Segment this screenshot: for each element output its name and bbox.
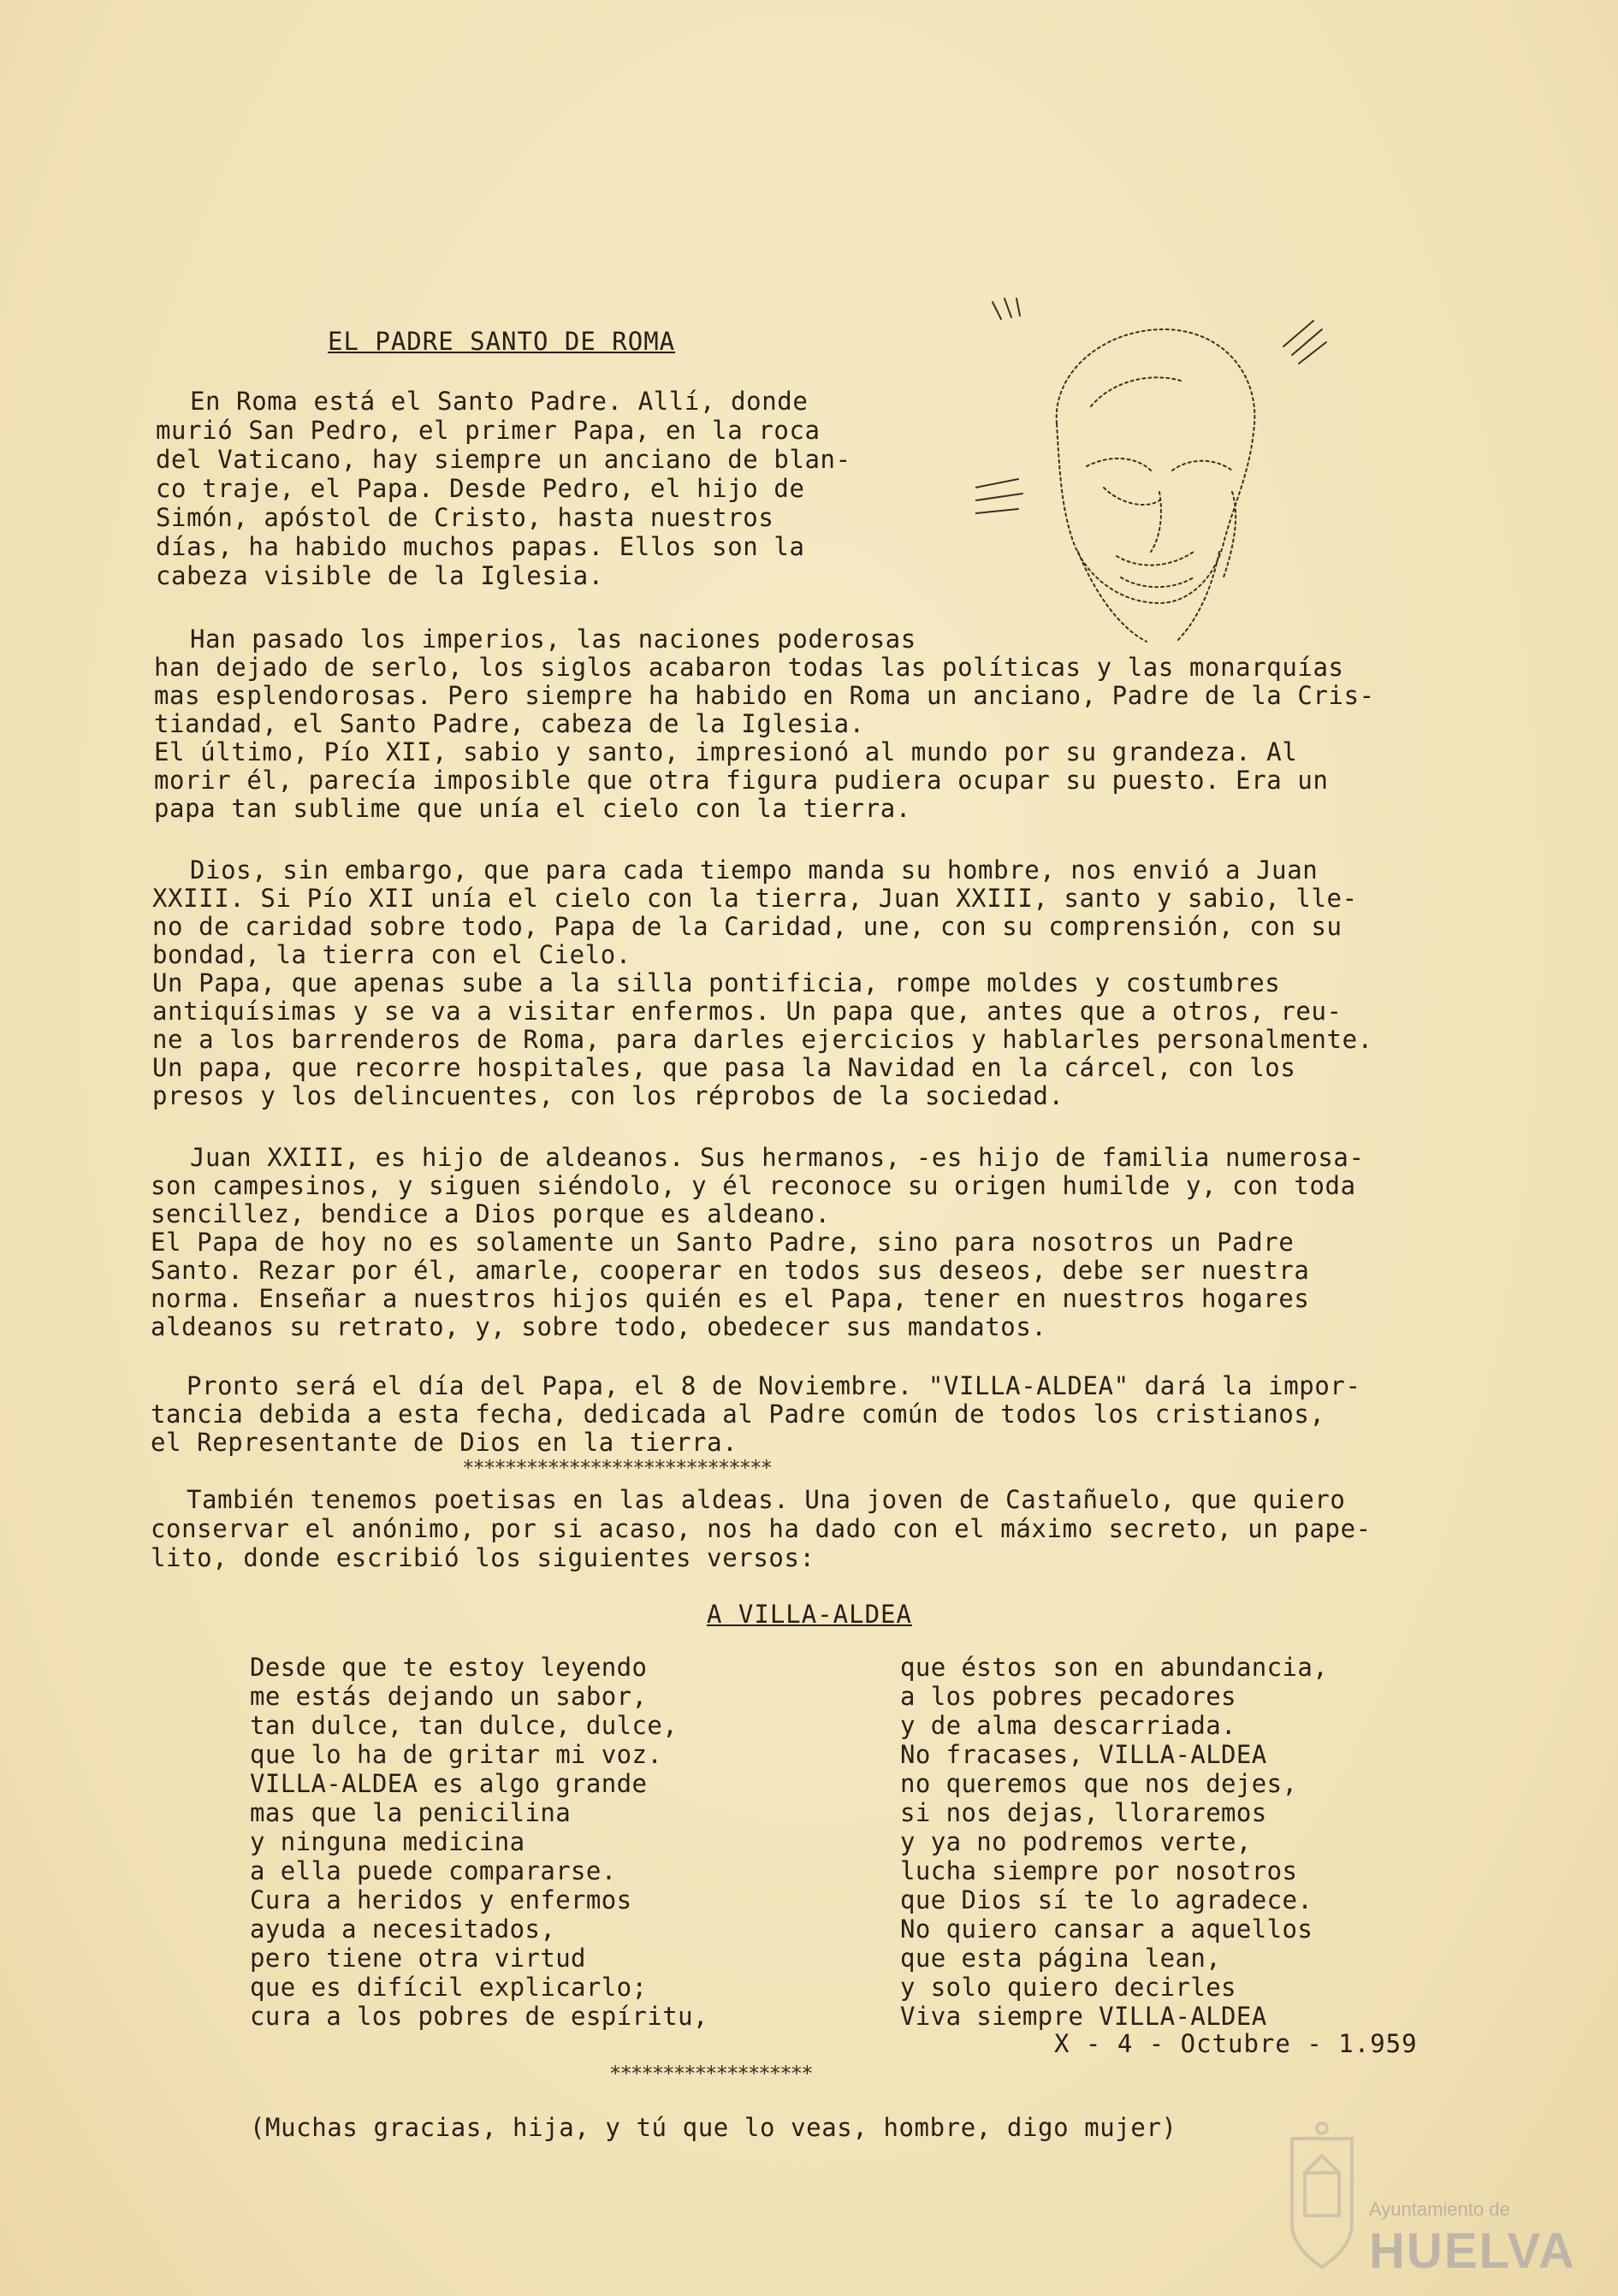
p3-line-3: no de caridad sobre todo, Papa de la Caridad, une, con su comprensión, con su bbox=[152, 912, 1342, 941]
poem-left-7: y ninguna medicina bbox=[250, 1827, 525, 1856]
poem-right-8: lucha siempre por nosotros bbox=[900, 1856, 1298, 1885]
p1-line-2: murió San Pedro, el primer Papa, en la roca bbox=[156, 416, 821, 445]
footer-note: (Muchas gracias, hija, y tú que lo veas, hombre, digo mujer) bbox=[250, 2113, 1177, 2142]
p4-line-4: El Papa de hoy no es solamente un Santo Padre, sino para nosotros un Padre bbox=[151, 1228, 1295, 1257]
p3-line-7: ne a los barrenderos de Roma, para darles ejercicios y hablarles personalmente. bbox=[152, 1025, 1373, 1054]
p2-line-5: El último, Pío XII, sabio y santo, impresionó al mundo por su grandeza. Al bbox=[154, 737, 1298, 766]
poem-left-13: cura a los pobres de espíritu, bbox=[250, 2002, 708, 2031]
p4-line-3: sencillez, bendice a Dios porque es aldeano. bbox=[151, 1199, 831, 1228]
p1-line-7: cabeza visible de la Iglesia. bbox=[156, 561, 604, 590]
separator-top: ***************************** bbox=[462, 1456, 772, 1480]
poem-left-12: que es difícil explicarlo; bbox=[250, 1973, 648, 2002]
poem-left-8: a ella puede compararse. bbox=[250, 1856, 617, 1885]
p5-line-1: Pronto será el día del Papa, el 8 de Noviembre. "VILLA-ALDEA" dará la impor- bbox=[187, 1371, 1361, 1400]
p1-line-1: En Roma está el Santo Padre. Allí, donde bbox=[190, 387, 809, 416]
separator-bottom: ******************* bbox=[609, 2062, 812, 2086]
p2-line-2: han dejado de serlo, los siglos acabaron todas las políticas y las monarquías bbox=[154, 653, 1344, 682]
watermark-subtitle: Ayuntamiento de bbox=[1369, 2198, 1510, 2220]
p4-line-2: son campesinos, y siguen siéndolo, y él reconoce su origen humilde y, con toda bbox=[151, 1171, 1356, 1200]
poem-left-3: tan dulce, tan dulce, dulce, bbox=[250, 1711, 679, 1740]
intro-line-1: También tenemos poetisas en las aldeas. Una joven de Castañuelo, que quiero bbox=[187, 1485, 1346, 1514]
p3-line-1: Dios, sin embargo, que para cada tiempo manda su hombre, nos envió a Juan bbox=[190, 855, 1319, 885]
p4-line-1: Juan XXIII, es hijo de aldeanos. Sus hermanos, -es hijo de familia numerosa- bbox=[190, 1143, 1365, 1172]
poem-right-3: y de alma descarriada. bbox=[900, 1711, 1236, 1740]
poem-right-4: No fracases, VILLA-ALDEA bbox=[900, 1740, 1267, 1769]
poem-right-7: y ya no podremos verte, bbox=[900, 1827, 1252, 1856]
poem-right-6: si nos dejas, lloraremos bbox=[900, 1798, 1267, 1827]
poem-left-1: Desde que te estoy leyendo bbox=[250, 1653, 648, 1682]
p4-line-6: norma. Enseñar a nuestros hijos quién es el Papa, tener en nuestros hogares bbox=[151, 1284, 1310, 1313]
intro-line-3: lito, donde escribió los siguientes versos: bbox=[151, 1543, 815, 1572]
intro-line-2: conservar el anónimo, por si acaso, nos ha dado con el máximo secreto, un pape- bbox=[151, 1514, 1372, 1543]
p2-line-6: morir él, parecía imposible que otra figura pudiera ocupar su puesto. Era un bbox=[154, 766, 1329, 795]
p1-line-3: del Vaticano, hay siempre un anciano de blan- bbox=[156, 445, 851, 474]
poem-left-2: me estás dejando un sabor, bbox=[250, 1682, 648, 1711]
article-title: EL PADRE SANTO DE ROMA bbox=[328, 327, 676, 356]
poem-right-1: que éstos son en abundancia, bbox=[900, 1653, 1329, 1682]
p3-line-2: XXIII. Si Pío XII unía el cielo con la tierra, Juan XXIII, santo y sabio, lle- bbox=[152, 884, 1358, 913]
p2-line-1: Han pasado los imperios, las naciones poderosas bbox=[190, 624, 916, 654]
p2-line-3: mas esplendorosas. Pero siempre ha habido en Roma un anciano, Padre de la Cris- bbox=[154, 681, 1375, 710]
poem-left-6: mas que la penicilina bbox=[250, 1798, 572, 1827]
p4-line-5: Santo. Rezar por él, amarle, cooperar en todos sus deseos, debe ser nuestra bbox=[151, 1256, 1310, 1285]
pope-sketch-drawing bbox=[975, 295, 1335, 654]
poem-left-10: ayuda a necesitados, bbox=[250, 1914, 556, 1944]
poem-right-10: No quiero cansar a aquellos bbox=[900, 1914, 1313, 1944]
poem-left-4: que lo ha de gritar mi voz. bbox=[250, 1740, 663, 1769]
p4-line-7: aldeanos su retrato, y, sobre todo, obedecer sus mandatos. bbox=[151, 1312, 1047, 1341]
poem-date: X - 4 - Octubre - 1.959 bbox=[1054, 2029, 1418, 2058]
p3-line-4: bondad, la tierra con el Cielo. bbox=[152, 940, 631, 969]
p2-line-7: papa tan sublime que unía el cielo con la tierra. bbox=[154, 794, 911, 823]
p1-line-5: Simón, apóstol de Cristo, hasta nuestros bbox=[156, 503, 774, 532]
p5-line-3: el Representante de Dios en la tierra. bbox=[151, 1428, 738, 1457]
p3-line-9: presos y los delincuentes, con los réprobos de la sociedad. bbox=[152, 1081, 1064, 1110]
p3-line-8: Un papa, que recorre hospitales, que pasa la Navidad en la cárcel, con los bbox=[152, 1053, 1296, 1082]
watermark-name: HUELVA bbox=[1369, 2223, 1576, 2279]
poem-right-5: no queremos que nos dejes, bbox=[900, 1769, 1298, 1798]
poem-title: A VILLA-ALDEA bbox=[707, 1600, 912, 1629]
p1-line-6: días, ha habido muchos papas. Ellos son la bbox=[156, 532, 805, 561]
poem-left-5: VILLA-ALDEA es algo grande bbox=[250, 1769, 648, 1798]
p2-line-4: tiandad, el Santo Padre, cabeza de la Iglesia. bbox=[154, 709, 865, 738]
poem-right-12: y solo quiero decirles bbox=[900, 1973, 1236, 2002]
poem-right-2: a los pobres pecadores bbox=[900, 1682, 1236, 1711]
poem-right-9: que Dios sí te lo agradece. bbox=[900, 1885, 1313, 1914]
p3-line-5: Un Papa, que apenas sube a la silla pontificia, rompe moldes y costumbres bbox=[152, 968, 1281, 997]
poem-right-13: Viva siempre VILLA-ALDEA bbox=[900, 2002, 1267, 2031]
poem-left-11: pero tiene otra virtud bbox=[250, 1944, 586, 1973]
p3-line-6: antiquísimas y se va a visitar enfermos. Un papa que, antes que a otros, reu- bbox=[152, 997, 1342, 1026]
poem-right-11: que esta página lean, bbox=[900, 1944, 1222, 1973]
poem-left-9: Cura a heridos y enfermos bbox=[250, 1885, 632, 1914]
p1-line-4: co traje, el Papa. Desde Pedro, el hijo de bbox=[156, 474, 805, 503]
p5-line-2: tancia debida a esta fecha, dedicada al Padre común de todos los cristianos, bbox=[151, 1399, 1325, 1429]
